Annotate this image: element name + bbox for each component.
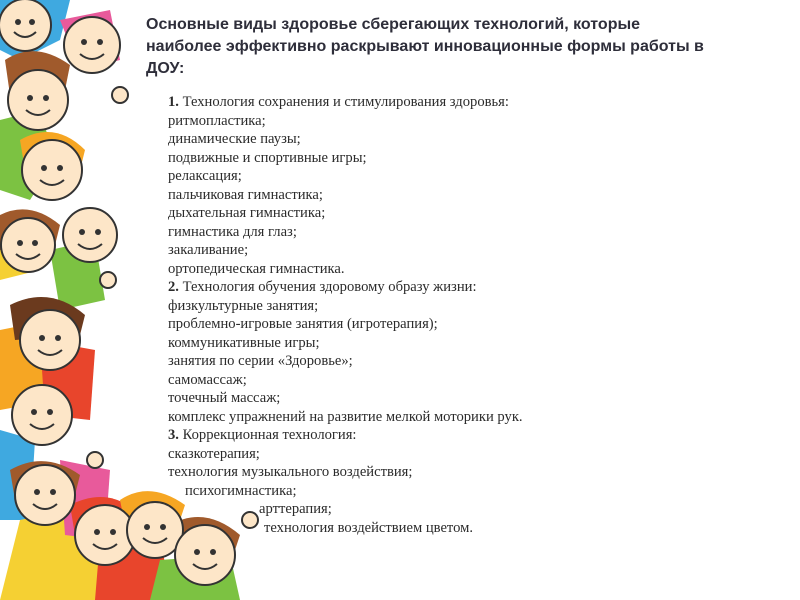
list-item: проблемно-игровые занятия (игротерапия);	[168, 316, 438, 332]
list-item: физкультурные занятия;	[168, 297, 319, 314]
section-number: 3.	[168, 427, 179, 443]
list-item: закаливание;	[168, 242, 249, 258]
list-item: технология музыкального воздействия;	[168, 464, 413, 480]
list-item: арттерапия;	[259, 501, 332, 517]
list-item: пальчиковая гимнастика;	[168, 186, 323, 203]
list-item: занятия по серии «Здоровье»;	[168, 353, 353, 369]
page-title: Основные виды здоровье сберегающих технологий, которые наиболее эффективно раскрывают инновационные формы работы в ДОУ:	[146, 16, 704, 77]
section-heading	[168, 278, 788, 297]
list-item: технология воздействием цветом.	[264, 519, 474, 536]
section-number: 1.	[168, 94, 179, 110]
technology-list	[168, 93, 788, 537]
list-item: самомассаж;	[168, 371, 247, 388]
list-item: гимнастика для глаз;	[168, 223, 297, 240]
section-title: Технология обучения здоровому образу жизни:	[182, 279, 477, 295]
section-heading	[168, 426, 788, 445]
section-heading	[168, 93, 788, 112]
list-item: динамические паузы;	[168, 131, 301, 147]
section-number: 2.	[168, 279, 179, 295]
list-item: подвижные и спортивные игры;	[168, 149, 367, 166]
list-item: психогимнастика;	[185, 482, 297, 499]
list-item: релаксация;	[168, 168, 242, 184]
list-item: сказкотерапия;	[168, 445, 260, 462]
list-item: дыхательная гимнастика;	[168, 205, 326, 221]
list-item: коммуникативные игры;	[168, 334, 320, 351]
list-item: ортопедическая гимнастика.	[168, 260, 345, 277]
list-item: ритмопластика;	[168, 112, 266, 129]
list-item: точечный массаж;	[168, 390, 281, 406]
list-item: комплекс упражнений на развитие мелкой моторики рук.	[168, 408, 523, 425]
section-title: Коррекционная технология:	[182, 427, 357, 443]
section-title: Технология сохранения и стимулирования здоровья:	[182, 94, 509, 110]
